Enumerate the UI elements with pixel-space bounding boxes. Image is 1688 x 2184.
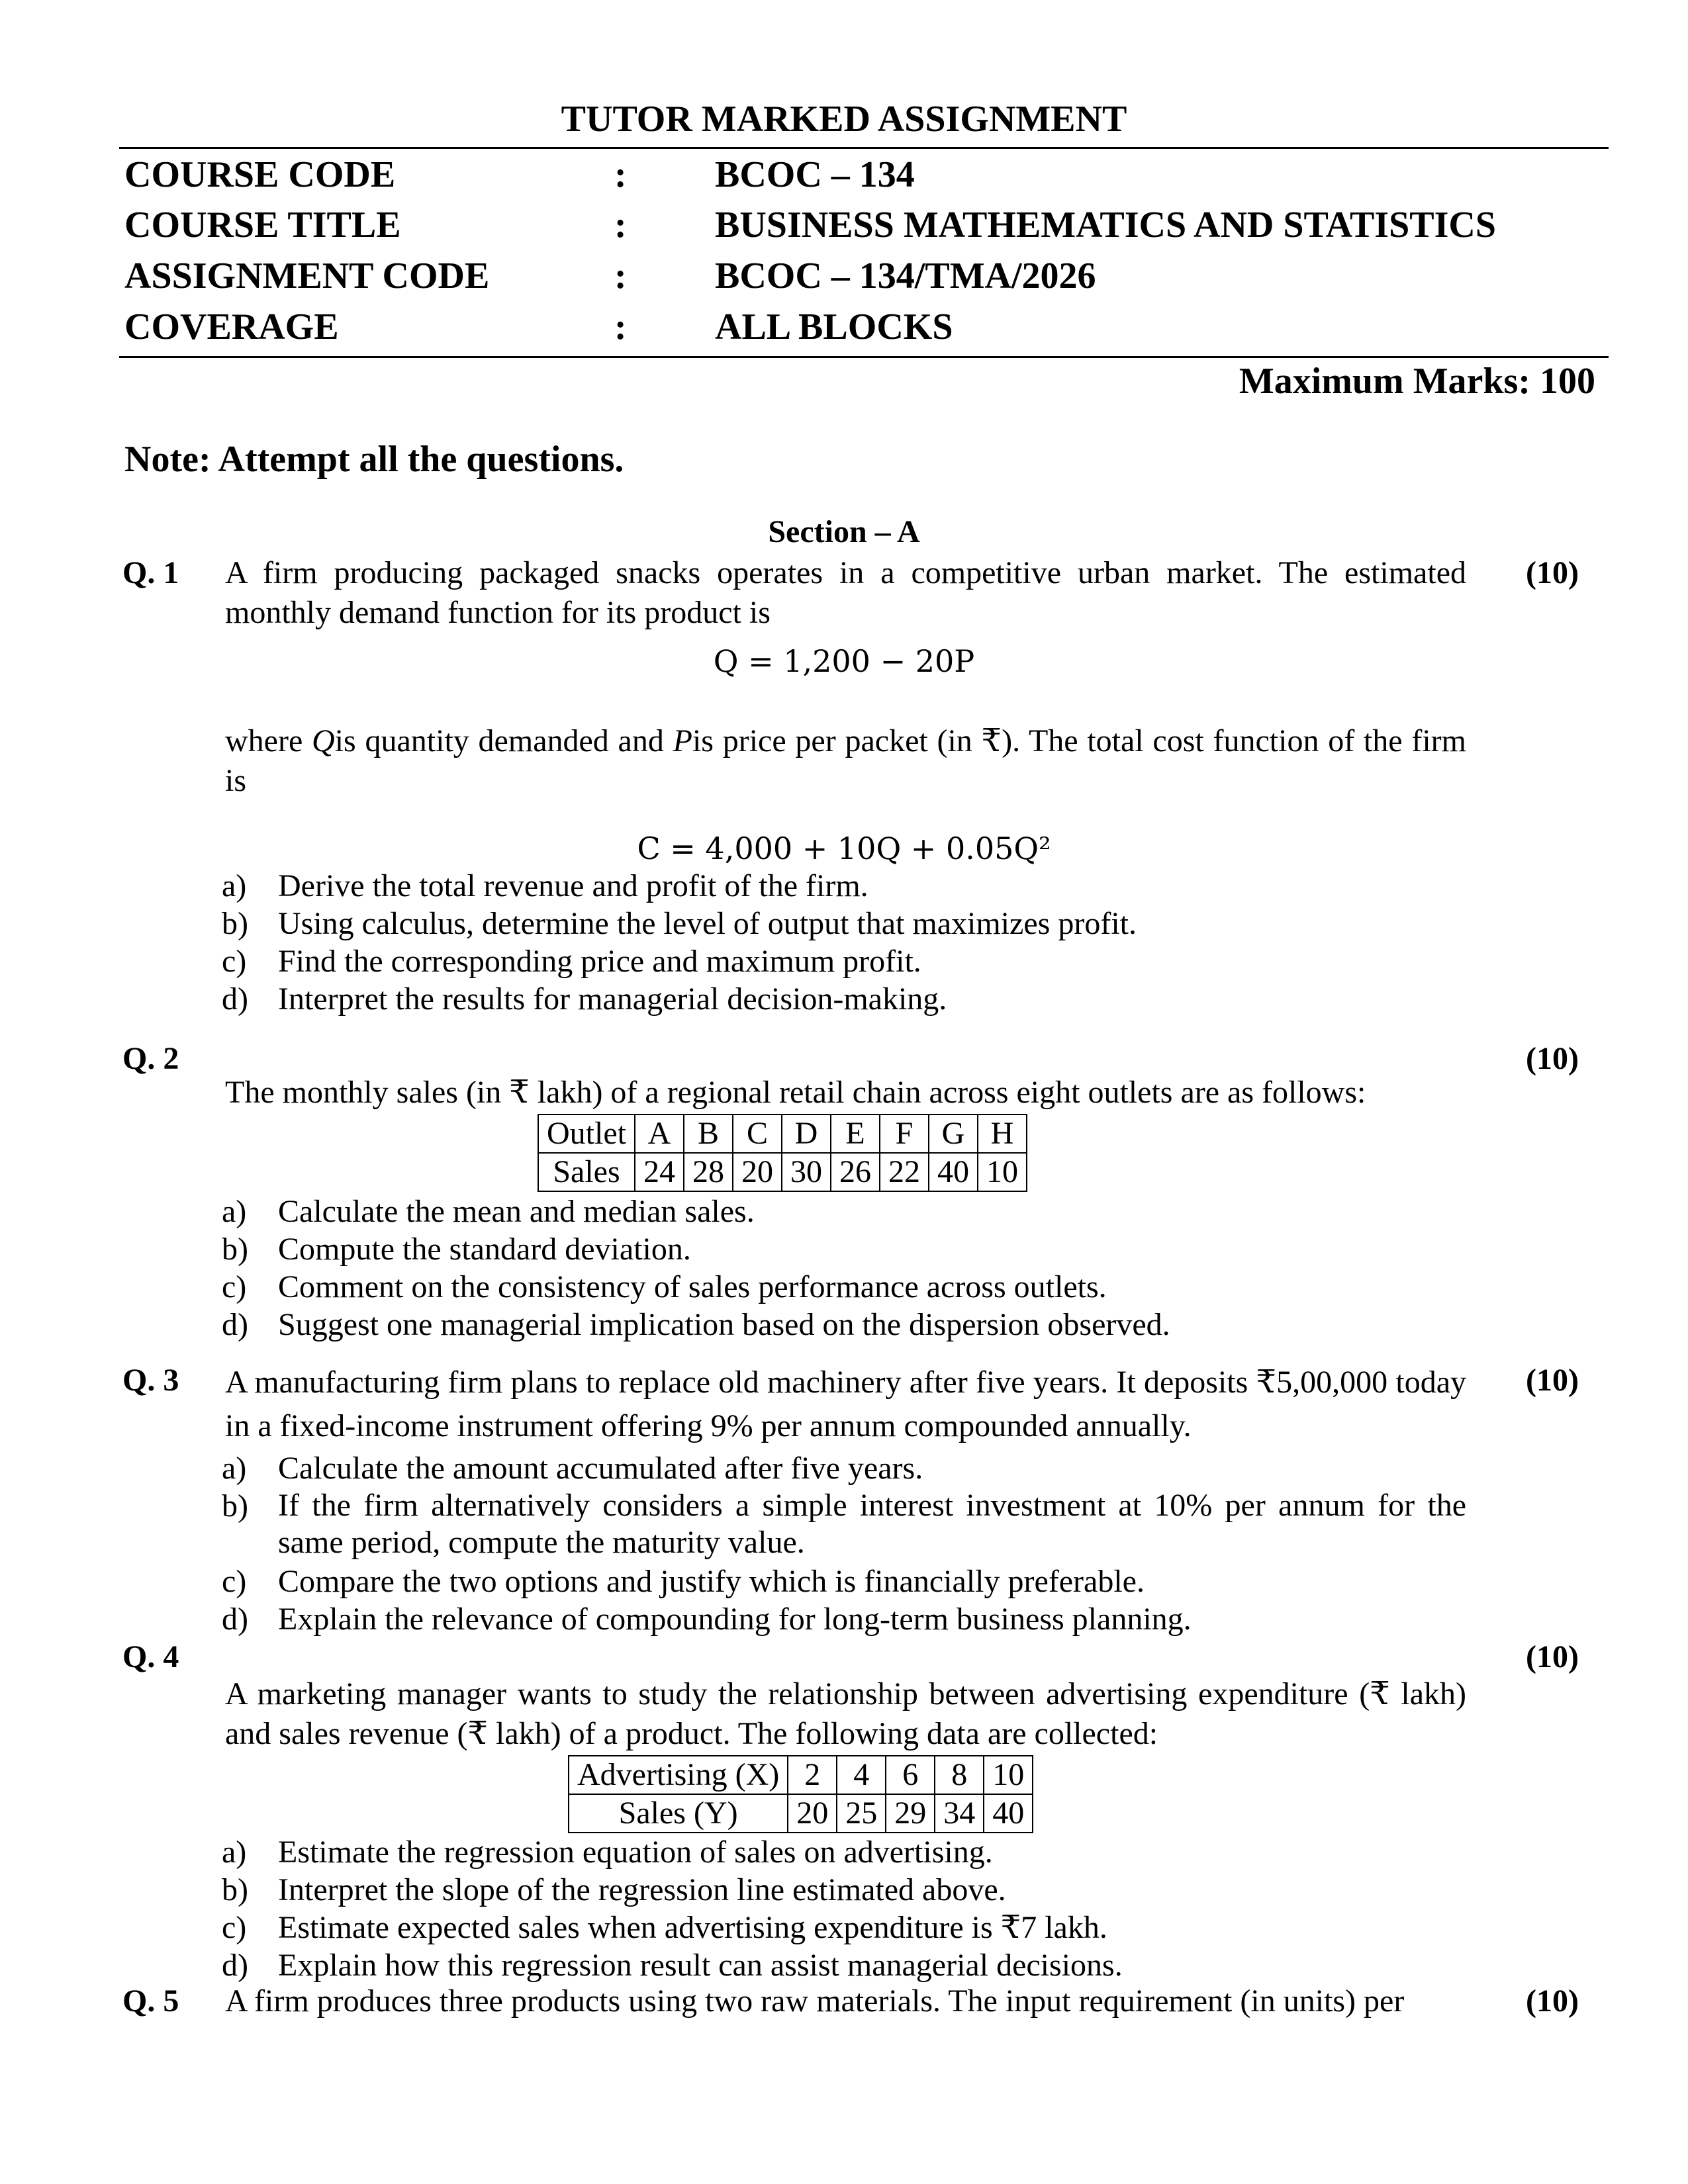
coverage-label: COVERAGE — [124, 306, 339, 347]
q5-number: Q. 5 — [122, 1983, 179, 2019]
q2-sales-table — [538, 1114, 1027, 1192]
q3-number: Q. 3 — [122, 1363, 179, 1398]
table-cell: E — [831, 1115, 880, 1153]
course-code-value: BCOC – 134 — [715, 154, 915, 195]
q4-advertising-table — [568, 1755, 1033, 1833]
table-cell: 34 — [935, 1794, 984, 1833]
table-row — [538, 1153, 1027, 1191]
table-cell: 40 — [929, 1153, 978, 1191]
q5-intro: A firm produces three products using two raw materials. The input requirement (in units) per — [225, 1983, 1405, 2019]
table-row — [538, 1115, 1027, 1153]
q4-marks: (10) — [1526, 1639, 1579, 1674]
coverage-value: ALL BLOCKS — [715, 306, 953, 347]
table-cell: 10 — [984, 1756, 1033, 1794]
q1-cost-intro: where Qis quantity demanded and Pis price per packet (in ₹). The total cost function of the firm is — [225, 723, 1466, 798]
header-top-rule — [119, 147, 1609, 149]
assignment-title: TUTOR MARKED ASSIGNMENT — [561, 99, 1127, 140]
coverage-colon: : — [614, 306, 627, 347]
table-cell: A — [635, 1115, 684, 1153]
table-cell: 40 — [984, 1794, 1033, 1833]
course-code-label: COURSE CODE — [124, 154, 396, 195]
course-title-label: COURSE TITLE — [124, 205, 401, 246]
table-cell: 28 — [684, 1153, 733, 1191]
table-cell: 2 — [788, 1756, 837, 1794]
table-cell: G — [929, 1115, 978, 1153]
table-cell: 29 — [886, 1794, 935, 1833]
table-cell: H — [978, 1115, 1027, 1153]
course-title-value: BUSINESS MATHEMATICS AND STATISTICS — [715, 205, 1496, 246]
table-cell: 6 — [886, 1756, 935, 1794]
q1-cost-equation: C = 4,000 + 10Q + 0.05Q² — [637, 831, 1051, 866]
section-heading: Section – A — [768, 514, 920, 549]
q1-marks: (10) — [1526, 555, 1579, 590]
table-cell: 24 — [635, 1153, 684, 1191]
table-row — [569, 1756, 1033, 1794]
table-cell: 30 — [782, 1153, 831, 1191]
table-cell: C — [733, 1115, 782, 1153]
q1-number: Q. 1 — [122, 555, 179, 590]
table-cell: 25 — [837, 1794, 886, 1833]
table-cell: F — [880, 1115, 929, 1153]
q2-marks: (10) — [1526, 1041, 1579, 1076]
assignment-code-label: ASSIGNMENT CODE — [124, 255, 490, 296]
course-code-colon: : — [614, 154, 627, 195]
table-cell: B — [684, 1115, 733, 1153]
assignment-code-value: BCOC – 134/TMA/2026 — [715, 255, 1096, 296]
q3-intro: A manufacturing firm plans to replace old machinery after five years. It deposits ₹5,00,000 today in a fixed-income instrument offering 9% per annum compounded annually. — [225, 1365, 1466, 1443]
q1-demand-equation: Q = 1,200 − 20P — [713, 643, 975, 679]
note: Note: Attempt all the questions. — [124, 439, 624, 480]
table-cell: 20 — [733, 1153, 782, 1191]
q4-intro: A marketing manager wants to study the relationship between advertising expenditure (₹ lakh) and sales revenue (₹ lakh) of a product. The following data are collected: — [225, 1676, 1466, 1751]
header-bottom-rule — [119, 356, 1609, 358]
table-cell: Sales — [538, 1153, 635, 1191]
table-cell: 10 — [978, 1153, 1027, 1191]
q3-marks: (10) — [1526, 1363, 1579, 1398]
table-cell: Outlet — [538, 1115, 635, 1153]
table-cell: Sales (Y) — [569, 1794, 788, 1833]
table-cell: 4 — [837, 1756, 886, 1794]
q5-marks: (10) — [1526, 1983, 1579, 2019]
table-cell: 20 — [788, 1794, 837, 1833]
table-cell: 22 — [880, 1153, 929, 1191]
assignment-code-colon: : — [614, 255, 627, 296]
q1-intro: A firm producing packaged snacks operates in a competitive urban market. The estimated monthly demand function for its product is — [225, 555, 1466, 630]
table-cell: Advertising (X) — [569, 1756, 788, 1794]
table-cell: D — [782, 1115, 831, 1153]
table-row — [569, 1794, 1033, 1833]
table-cell: 8 — [935, 1756, 984, 1794]
q4-number: Q. 4 — [122, 1639, 179, 1674]
table-cell: 26 — [831, 1153, 880, 1191]
q2-number: Q. 2 — [122, 1041, 179, 1076]
maximum-marks: Maximum Marks: 100 — [1239, 361, 1595, 402]
q2-intro: The monthly sales (in ₹ lakh) of a regional retail chain across eight outlets are as follows: — [225, 1075, 1366, 1110]
course-title-colon: : — [614, 205, 627, 246]
